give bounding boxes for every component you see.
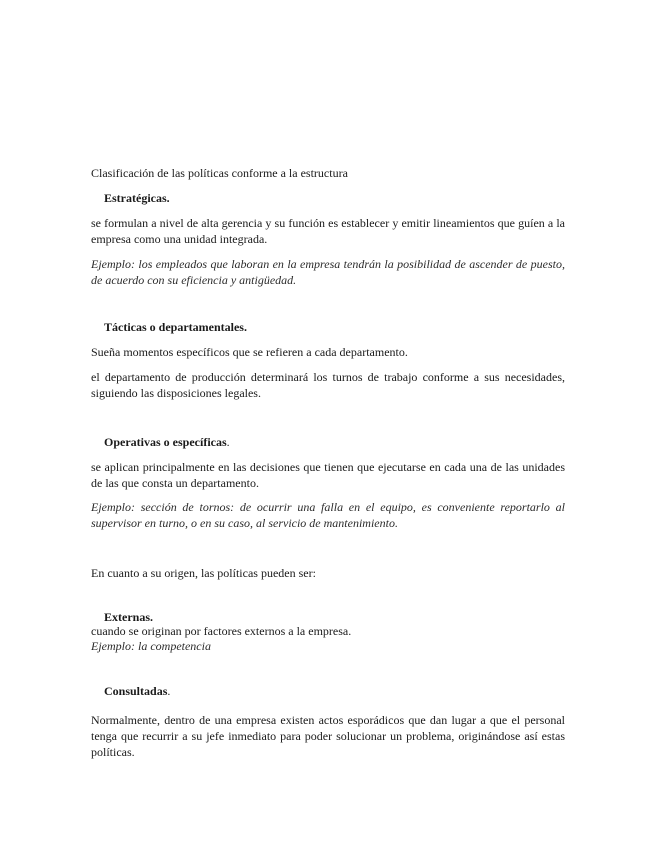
heading-operativas: Operativas o específicas xyxy=(104,435,227,449)
heading-consultadas-period: . xyxy=(167,684,171,698)
heading-consultadas: Consultadas xyxy=(104,684,168,698)
heading-externas: Externas. xyxy=(104,610,153,624)
estrategicas-description: se formulan a nivel de alta gerencia y su función es establecer y emitir lineamientos que guíen a la empresa como una unidad integrada. xyxy=(91,216,565,246)
heading-operativas-line xyxy=(104,434,578,450)
externas-example: Ejemplo: la competencia xyxy=(91,639,211,653)
operativas-example: Ejemplo: sección de tornos: de ocurrir una falla en el equipo, es conveniente reportarlo al supervisor en turno, o en su caso, al servicio de mantenimiento. xyxy=(91,500,565,530)
tacticas-example: el departamento de producción determinará los turnos de trabajo conforme a sus necesidades, siguiendo las disposiciones legales. xyxy=(91,370,565,400)
estrategicas-example: Ejemplo: los empleados que laboran en la empresa tendrán la posibilidad de ascender de puesto, de acuerdo con su eficiencia y antigüedad. xyxy=(91,257,565,287)
tacticas-description: Sueña momentos específicos que se refieren a cada departamento. xyxy=(91,345,408,359)
heading-consultadas-line xyxy=(104,683,578,699)
externas-description: cuando se originan por factores externos a la empresa. xyxy=(91,624,352,638)
heading-tacticas: Tácticas o departamentales. xyxy=(104,320,247,334)
consultadas-description: Normalmente, dentro de una empresa existen actos esporádicos que dan lugar a que el personal tenga que recurrir a su jefe inmediato para poder solucionar un problema, originándose así estas políticas. xyxy=(91,713,565,759)
intro-text: Clasificación de las políticas conforme a la estructura xyxy=(91,166,348,180)
heading-operativas-period: . xyxy=(226,435,230,449)
operativas-description: se aplican principalmente en las decisiones que tienen que ejecutarse en cada una de las unidades de las que consta un departamento. xyxy=(91,460,565,490)
heading-estrategicas: Estratégicas. xyxy=(104,191,170,205)
origen-intro-text: En cuanto a su origen, las políticas pueden ser: xyxy=(91,566,316,580)
